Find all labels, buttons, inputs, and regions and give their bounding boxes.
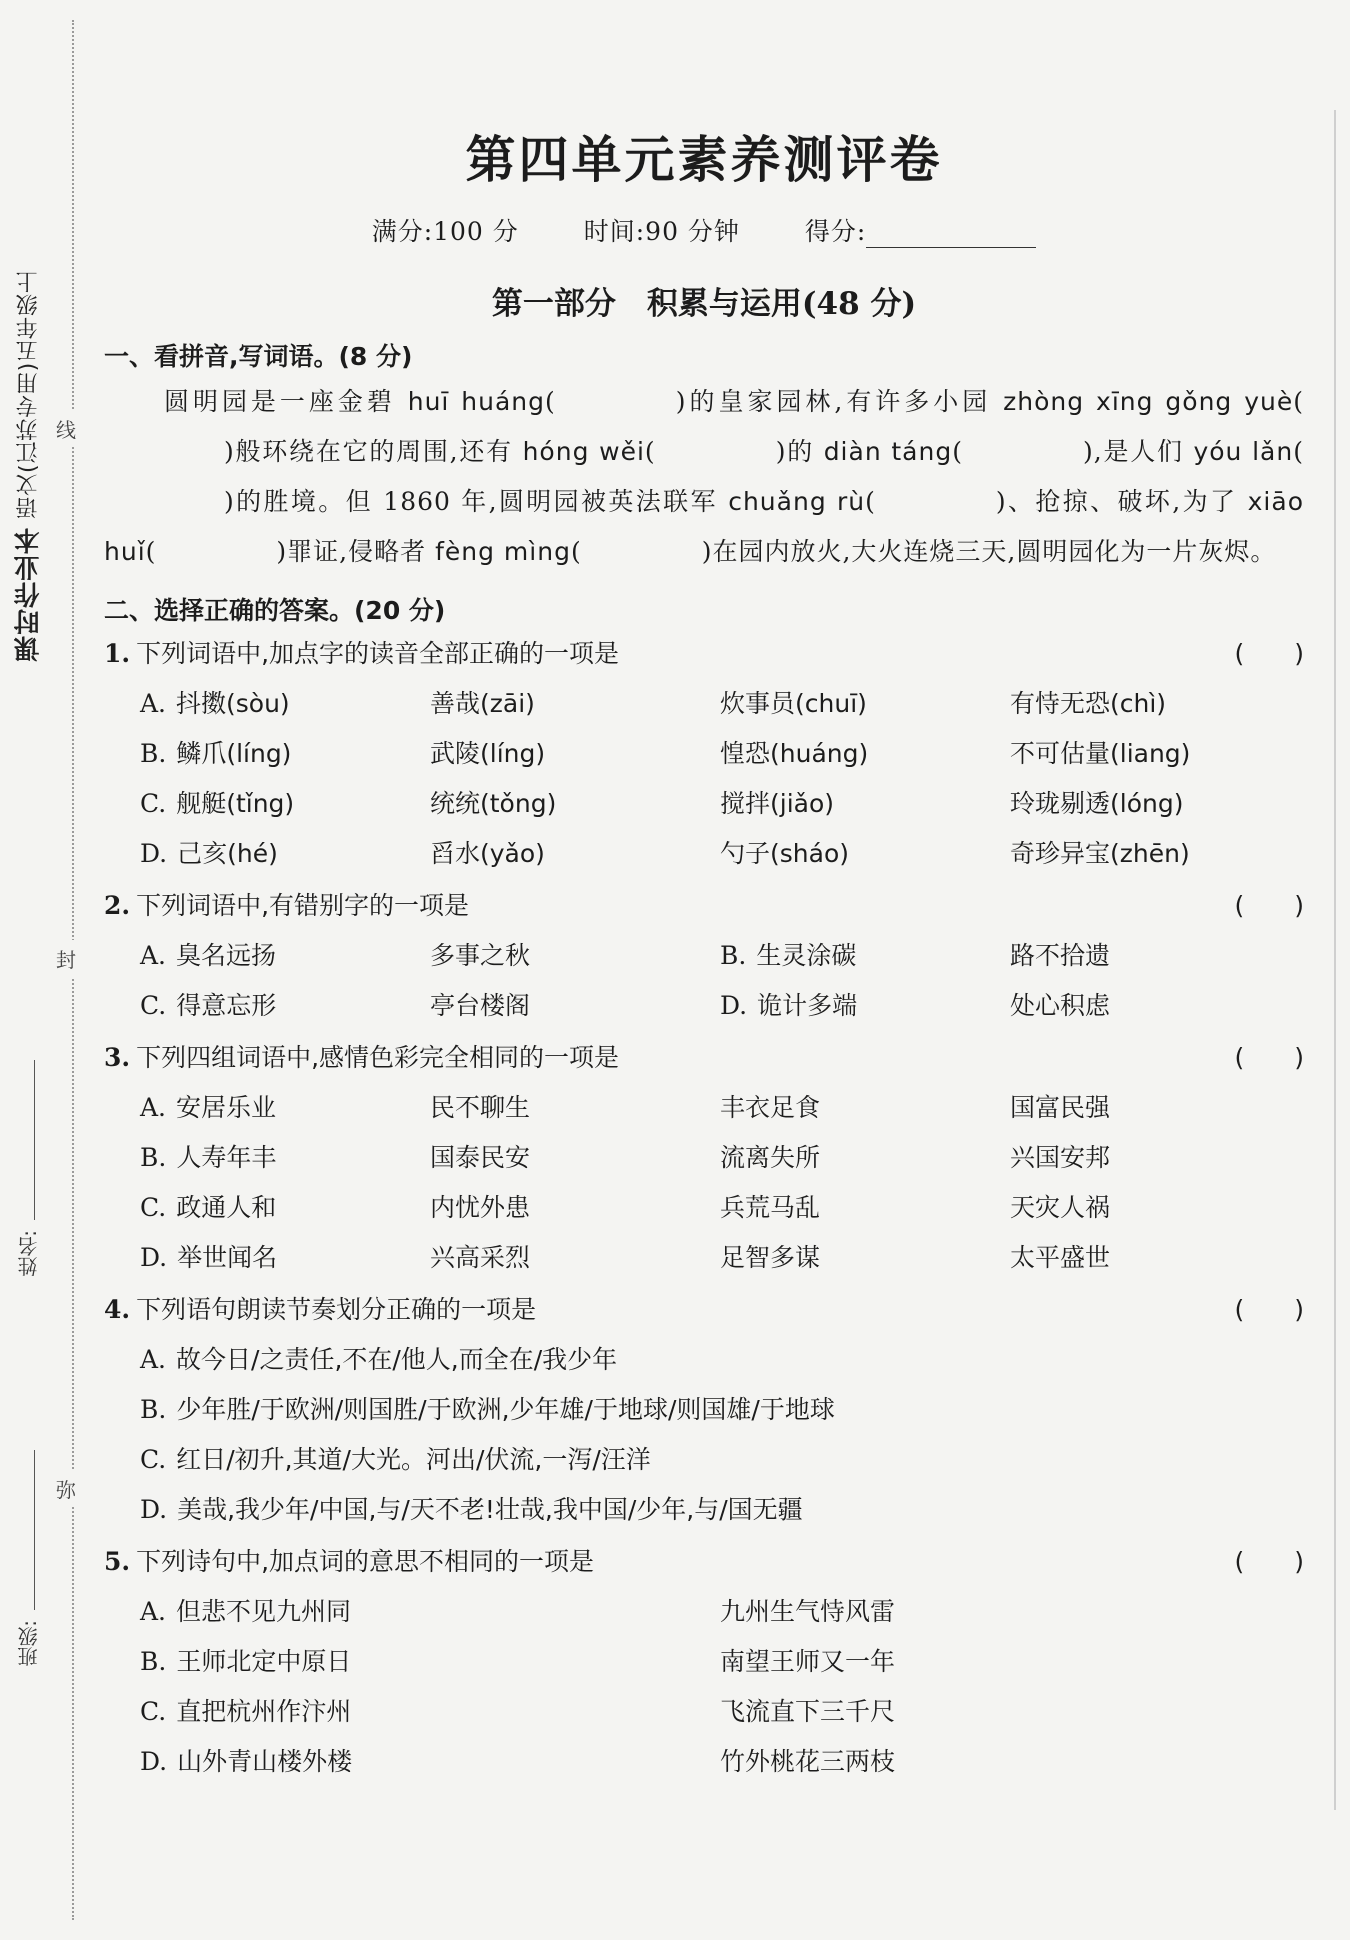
- option-d[interactable]: D. 举世闻名: [140, 1243, 278, 1272]
- option-d[interactable]: D. 己亥(hé): [140, 839, 278, 868]
- section-1-title: 一、看拼音,写词语。(8 分): [104, 342, 413, 371]
- question-5-options: [104, 1587, 1304, 1787]
- pinyin: yóu lǎn: [1193, 437, 1294, 466]
- option-cell: 善哉(zāi): [430, 689, 535, 718]
- option-a[interactable]: A. 但悲不见九州同: [140, 1597, 352, 1626]
- option-cell: 惶恐(huáng): [720, 739, 869, 768]
- question-4: [104, 1285, 1304, 1335]
- answer-paren[interactable]: ( ): [1234, 639, 1304, 668]
- option-cell: 亭台楼阁: [430, 991, 531, 1020]
- question-1: [104, 629, 1304, 679]
- question-text: 下列词语中,有错别字的一项是: [136, 891, 470, 920]
- option-a[interactable]: A. 故今日/之责任,不在/他人,而全在/我少年: [140, 1345, 618, 1374]
- passage-text: 圆明园是一座金碧: [164, 387, 408, 416]
- score-input[interactable]: [866, 225, 1036, 248]
- option-cell: 足智多谋: [720, 1243, 821, 1272]
- question-2: [104, 881, 1304, 931]
- option-cell: 民不聊生: [430, 1093, 531, 1122]
- question-text: 下列四组词语中,感情色彩完全相同的一项是: [136, 1043, 620, 1072]
- option-cell: 南望王师又一年: [720, 1647, 896, 1676]
- option-cell: 有恃无恐(chì): [1010, 689, 1167, 718]
- option-c[interactable]: C. 直把杭州作汴州: [140, 1697, 352, 1726]
- pinyin: diàn táng: [823, 437, 953, 466]
- option-cell: 竹外桃花三两枝: [720, 1747, 896, 1776]
- option-c[interactable]: C. 得意忘形: [140, 991, 277, 1020]
- passage-text: 罪证,侵略者: [287, 537, 436, 566]
- option-cell: 多事之秋: [430, 941, 531, 970]
- option-cell: 内忧外患: [430, 1193, 531, 1222]
- score-field: [805, 217, 1036, 246]
- option-b[interactable]: B. 鳞爪(líng): [140, 739, 292, 768]
- page-edge: [1334, 110, 1336, 1810]
- option-cell: 国富民强: [1010, 1093, 1111, 1122]
- pinyin: chuǎng rù: [728, 487, 866, 516]
- option-b[interactable]: B. 生灵涂碳: [720, 941, 857, 970]
- option-cell: 不可估量(liang): [1010, 739, 1191, 768]
- question-3-options: [104, 1083, 1304, 1283]
- passage-text: 在园内放火,大火连烧三天,圆明园化为一片灰烬。: [712, 537, 1277, 566]
- seal-mark-xian: 线: [56, 410, 76, 447]
- question-5: [104, 1537, 1304, 1587]
- option-a[interactable]: A. 安居乐业: [140, 1093, 277, 1122]
- pinyin: fèng mìng: [435, 537, 571, 566]
- pinyin: xiāo huǐ: [104, 487, 1304, 566]
- binding-margin: [0, 0, 110, 1940]
- passage-text: 的皇家园林,有许多小园: [686, 387, 1004, 416]
- option-cell: 兵荒马乱: [720, 1193, 821, 1222]
- option-d[interactable]: D. 山外青山楼外楼: [140, 1747, 353, 1776]
- option-cell: 勺子(sháo): [720, 839, 849, 868]
- option-cell: 炊事员(chuī): [720, 689, 867, 718]
- name-label: 姓名:: [17, 1230, 41, 1277]
- question-3: [104, 1033, 1304, 1083]
- option-cell: 武陵(líng): [430, 739, 546, 768]
- answer-paren[interactable]: ( ): [1234, 1295, 1304, 1324]
- exam-page: [104, 100, 1304, 1787]
- question-text: 下列语句朗读节奏划分正确的一项是: [136, 1295, 537, 1324]
- option-cell: 国泰民安: [430, 1143, 531, 1172]
- option-d[interactable]: D. 美哉,我少年/中国,与/天不老!壮哉,我中国/少年,与/国无疆: [140, 1495, 803, 1524]
- pinyin: hóng wěi: [522, 437, 645, 466]
- option-c[interactable]: C. 舰艇(tǐng): [140, 789, 295, 818]
- pinyin: zhòng xīng gǒng yuè: [1003, 387, 1294, 416]
- option-cell: 奇珍异宝(zhēn): [1010, 839, 1190, 868]
- question-1-options: [104, 679, 1304, 879]
- question-text: 下列诗句中,加点词的意思不相同的一项是: [136, 1547, 595, 1576]
- option-cell: 天灾人祸: [1010, 1193, 1111, 1222]
- option-d[interactable]: D. 诡计多端: [720, 991, 858, 1020]
- section-2-title: 二、选择正确的答案。(20 分): [104, 596, 446, 625]
- seal-mark-mi: 弥: [56, 1470, 76, 1507]
- page-title: 第四单元素养测评卷: [465, 130, 943, 189]
- class-line: [34, 1450, 35, 1610]
- class-label: 班级:: [17, 1620, 41, 1667]
- exam-meta: [104, 212, 1304, 248]
- passage-text: 、抢掠、破坏,为了: [1006, 487, 1248, 516]
- passage-text: ,是人们: [1093, 437, 1194, 466]
- answer-paren[interactable]: ( ): [1234, 1043, 1304, 1072]
- spine-label: [10, 270, 47, 770]
- option-cell: 路不拾遗: [1010, 941, 1111, 970]
- seal-mark-feng: 封: [56, 940, 76, 977]
- option-cell: 丰衣足食: [720, 1093, 821, 1122]
- option-cell: 统统(tǒng): [430, 789, 557, 818]
- option-c[interactable]: C. 政通人和: [140, 1193, 277, 1222]
- spine-subtitle: 语文(江苏专用)五年级上: [16, 270, 41, 528]
- option-cell: 太平盛世: [1010, 1243, 1111, 1272]
- question-text: 下列词语中,加点字的读音全部正确的一项是: [136, 639, 620, 668]
- question-2-options: [104, 931, 1304, 1031]
- question-number: 1.: [104, 639, 131, 668]
- part-title: 第一部分 积累与运用(48 分): [491, 286, 917, 322]
- question-number: 4.: [104, 1295, 131, 1324]
- option-cell: 九州生气恃风雷: [720, 1597, 896, 1626]
- option-cell: 搅拌(jiǎo): [720, 789, 835, 818]
- spine-brand: 课时作业本: [14, 527, 44, 663]
- answer-paren[interactable]: ( ): [1234, 891, 1304, 920]
- question-number: 3.: [104, 1043, 131, 1072]
- question-number: 5.: [104, 1547, 131, 1576]
- name-line: [34, 1060, 35, 1220]
- passage-text: 的: [786, 437, 824, 466]
- score-label: 得分:: [804, 217, 867, 246]
- option-a[interactable]: A. 臭名远扬: [140, 941, 277, 970]
- passage-text: 般环绕在它的周围,还有: [234, 437, 523, 466]
- option-cell: 兴国安邦: [1010, 1143, 1111, 1172]
- option-cell: 处心积虑: [1010, 991, 1111, 1020]
- time-limit: 时间:90 分钟: [583, 217, 740, 246]
- full-score: 满分:100 分: [371, 217, 519, 246]
- option-cell: 飞流直下三千尺: [720, 1697, 896, 1726]
- option-cell: 舀水(yǎo): [430, 839, 545, 868]
- option-cell: 流离失所: [720, 1143, 821, 1172]
- passage-text: 的胜境。但 1860 年,圆明园被英法联军: [234, 487, 729, 516]
- option-b[interactable]: B. 少年胜/于欧洲/则国胜/于欧洲,少年雄/于地球/则国雄/于地球: [140, 1395, 835, 1424]
- option-b[interactable]: B. 王师北定中原日: [140, 1647, 352, 1676]
- pinyin: huī huáng: [407, 387, 546, 416]
- option-a[interactable]: A. 抖擞(sòu): [140, 689, 290, 718]
- option-cell: 玲珑剔透(lóng): [1010, 789, 1184, 818]
- option-cell: 兴高采烈: [430, 1243, 531, 1272]
- answer-paren[interactable]: ( ): [1234, 1547, 1304, 1576]
- option-b[interactable]: B. 人寿年丰: [140, 1143, 277, 1172]
- option-c[interactable]: C. 红日/初升,其道/大光。河出/伏流,一泻/汪洋: [140, 1445, 651, 1474]
- question-number: 2.: [104, 891, 131, 920]
- section-1-passage: 圆明园是一座金碧 huī huáng( )的皇家园林,有许多小园 zhòng xīng gǒng yuè()般环绕在它的周围,还有 hóng wěi( )的 diàn táng( ),是人们 yóu lǎn()的胜境。但 1860 年,圆明园被英法联军 chuǎng rù( )、抢掠、破坏,为了 xiāo huǐ( )罪证,侵略者 fèng mìng( )在园内放火,大火连烧三天,圆明园化为一片灰烬。: [104, 387, 1304, 566]
